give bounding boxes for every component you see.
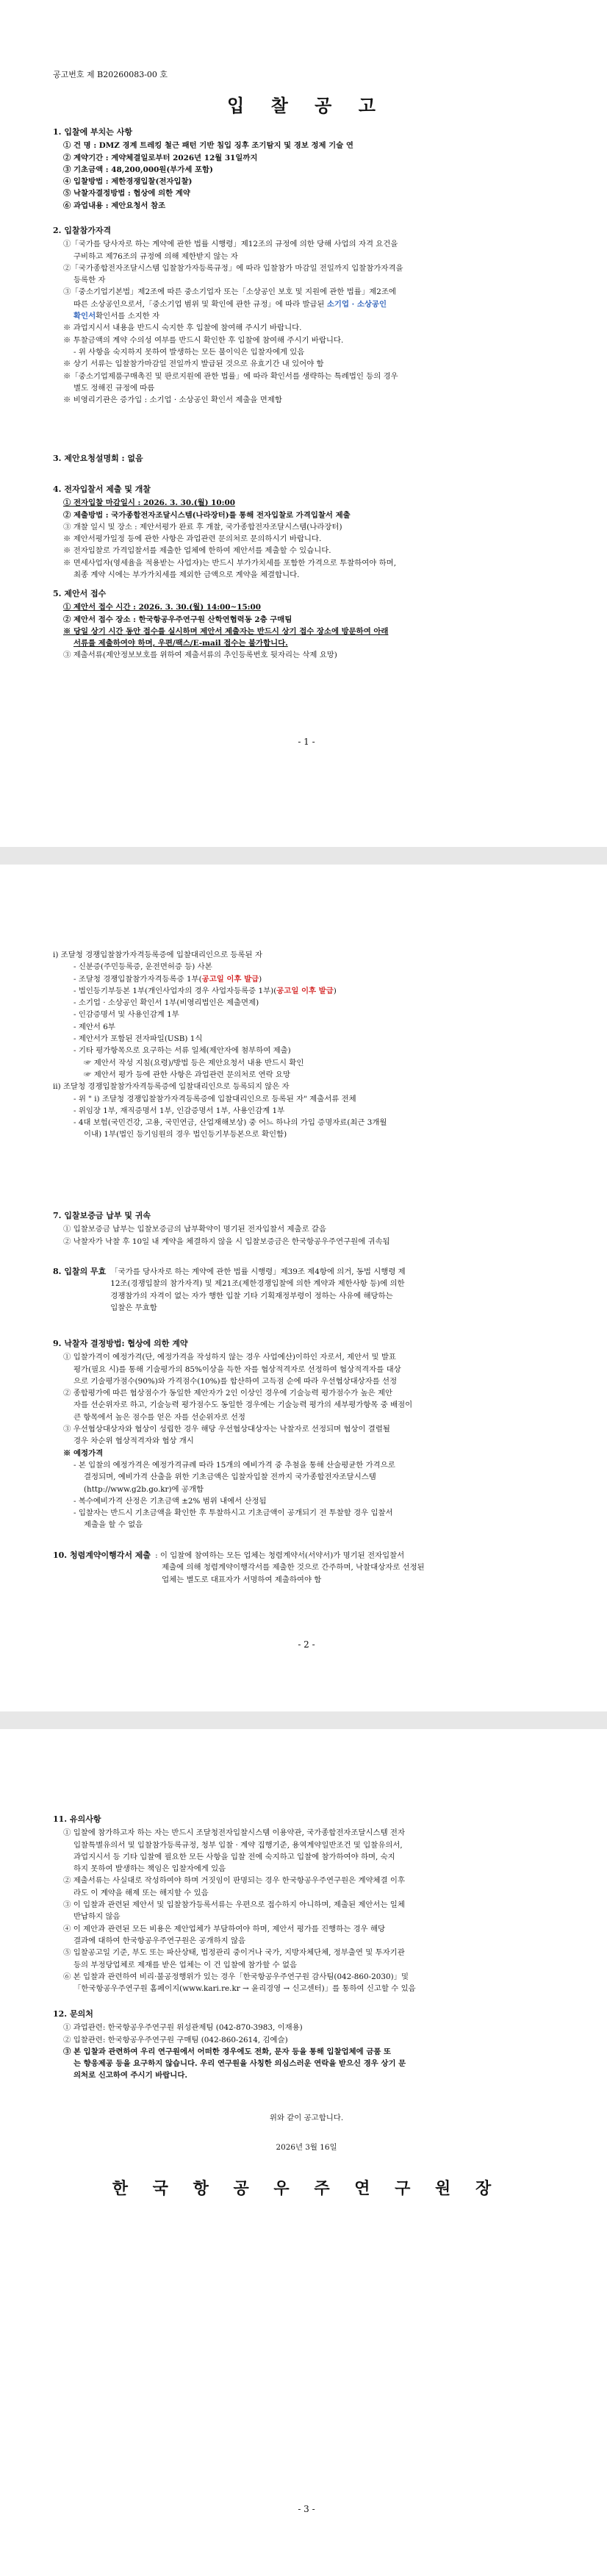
section-11	[53, 1814, 573, 1994]
text-line: 확인서확인서를 소지한 자	[73, 312, 160, 321]
text-line: 등의 부정당업체로 제재를 받은 업체는 이 건 입찰에 참가할 수 없음	[73, 1960, 298, 1969]
list-item: - 신분증(주민등록증, 운전면허증 등) 사본	[73, 962, 212, 972]
text-line: ② 제출서류는 사실대로 작성하여야 하며 거짓임이 판명되는 경우 한국항공우주연구원은 계약체결 이후	[63, 1876, 405, 1886]
item-receipt-time: ① 제안서 접수 시간 : 2026. 3. 30.(월) 14:00~15:00	[63, 603, 261, 612]
text-line: 「한국항공우주연구원 홈페이지(www.kari.re.kr → 윤리경영 → 신고센터)」를 통하여 신고할 수 있음	[73, 1984, 416, 1994]
text-line: 결과에 대하여 한국항공우주연구원은 공개하지 않음	[73, 1936, 246, 1945]
page-2	[0, 865, 607, 1711]
text-line: 제출에 의해 청렴계약이행각서를 제출한 것으로 간주하며, 낙찰대상자로 선정된	[162, 1563, 425, 1573]
item-decision: ⑤ 낙찰자결정방법 : 협상에 의한 계약	[63, 189, 190, 198]
list-item: - 인감증명서 및 사용인감계 1부	[73, 1010, 179, 1020]
text-line: 입찰특별유의서 및 입찰참가등록규정, 청부 입찰 · 계약 집행기준, 용역계약일반조건 및 입찰유의서,	[73, 1840, 403, 1850]
list-item: - 법인등기부등본 1부(개인사업자의 경우 사업자등록증 1부)(공고일 이후 발급)	[73, 986, 337, 995]
page-number: - 1 -	[298, 737, 315, 747]
page-3	[0, 1729, 607, 2576]
note-line: ※ 투찰금액의 계약 수의성 여부를 반드시 확인한 후 입찰에 참여해 주시기 바랍니다.	[63, 335, 344, 345]
notice-number: 공고번호 제 B20260083-00 호	[53, 70, 168, 79]
highlight-small-business: 소기업 · 소상공인	[326, 299, 387, 309]
notice-date: 2026년 3월 16일	[276, 2143, 337, 2152]
section-heading: 4. 전자입찰서 제출 및 개찰	[53, 484, 151, 494]
text-line: 으로 기술평가점수(90%)와 가격점수(10%)를 합산하여 고득점 순에 따라 우선협상대상자를 선정	[73, 1376, 398, 1386]
list-heading: ⅰ) 조달청 경쟁입찰참가자격등록증에 입찰대리인으로 등록된 자	[53, 951, 262, 959]
contact-bid: ② 입찰관련: 한국항공우주연구원 구매팀 (042-860-2614, 김예슬)	[63, 2035, 288, 2044]
text-line: 입찰은 무효함	[110, 1303, 157, 1312]
section-9	[53, 1338, 573, 1531]
note-line: - 본 입찰의 예정가격은 예정가격규례 따라 15개의 예비가격 중 추첨을 통해 산술평균한 가격으로	[73, 1460, 395, 1470]
note-line: ※ 전자입찰로 가격입찰서를 제출한 업체에 한하여 제안서를 제출할 수 있습니다.	[63, 546, 331, 556]
text-line: 경우 차순위 협상적격자와 협상 개시	[73, 1437, 194, 1446]
list-item: - 소기업 · 소상공인 확인서 1부(비영리법인은 제출면제)	[73, 998, 259, 1008]
highlight-certificate: 확인서	[73, 312, 96, 321]
item-deadline: ① 전자입찰 마감일시 : 2026. 3. 30.(월) 10:00	[63, 498, 235, 508]
section-heading: 11. 유의사항	[53, 1814, 101, 1824]
section-heading: 1. 입찰에 부치는 사항	[53, 127, 132, 137]
note-line: 제출을 할 수 없음	[84, 1520, 143, 1530]
warning-line: ※ 당일 상기 시간 동안 접수를 실시하며 제안서 제출자는 반드시 상기 접수 장소에 방문하여 아래	[63, 626, 389, 636]
note-line: ※ 상기 서류는 입찰참가마감일 전일까지 발급된 것으로 유효기간 내 있어야 함	[63, 359, 324, 369]
item-scope: ⑥ 과업내용 : 제안요청서 참조	[63, 201, 166, 210]
text-line: 구비하고 제76조의 규정에 의해 제한받지 않는 자	[73, 251, 238, 261]
text-line: ② 낙찰자가 낙찰 후 10일 내 계약을 체결하지 않을 시 입찰보증금은 한국항공우주연구원에 귀속됨	[63, 1237, 390, 1246]
note-line: ※ 비영리기관은 증가입 : 소기업 · 소상공인 확인서 제출을 면제함	[63, 396, 282, 405]
warning-line: 서류를 제출하여야 하며, 우편/팩스/E-mail 접수는 불가합니다.	[73, 639, 288, 648]
list-item: - 위 " ⅰ) 조달청 경쟁입찰참가자격등록증에 입찰대리인으로 등록된 자" 제출서류 전체	[73, 1094, 356, 1103]
section-8	[53, 1266, 573, 1314]
text-line: 등록한 자	[73, 276, 106, 285]
text-line: : 이 입찰에 참여하는 모든 업체는 청렴계약서(서약서)가 명기된 전자입찰서	[155, 1551, 405, 1560]
note-line: ※ 제안서평가일정 등에 관한 사항은 과업관련 문의처로 문의하시기 바랍니다.	[63, 534, 322, 544]
text-line: ① 입찰가격이 예정가격(단, 예정가격을 작성하지 않는 경우 사업예산)이하인 자로서, 제안서 및 발표	[63, 1353, 396, 1362]
highlight-issue-date: 공고일 이후 발급	[201, 974, 259, 984]
section-2	[53, 225, 573, 406]
text-line: ①「국가를 당사자로 하는 계약에 관한 법률 시행령」제12조의 규정에 의한 당해 사업의 자격 요건을	[63, 240, 398, 249]
page-1	[0, 0, 607, 847]
text-line: ③「중소기업기본법」제2조에 따른 중소기업자 또는「소상공인 보호 및 지원에 관한 법률」제2조에	[63, 287, 396, 297]
item-submit-method: ② 제출방법 : 국가종합전자조달시스템(나라장터)를 통해 전자입찰로 가격입찰서 제출	[63, 510, 351, 520]
section-heading: 5. 제안서 접수	[53, 589, 107, 598]
item-documents: ③ 제출서류(제안정보보호를 위하여 제출서류의 추인등록번호 뒷자리는 삭제 요망)	[63, 651, 337, 660]
text-line: ① 입찰보증금 납부는 입찰보증금의 납부확약이 명기된 전자입찰서 제출로 갈음	[63, 1225, 327, 1234]
text-line: 반납하지 않음	[73, 1912, 121, 1922]
list-item: - 기타 평가항목으로 요구하는 서류 일체(제안자에 첨부하여 제출)	[73, 1046, 291, 1056]
document-title: 입 찰 공 고	[227, 95, 386, 116]
text-line: 경쟁참가의 자격이 없는 자가 행한 입찰 기타 기획재정부령이 정하는 사유에 해당하는	[110, 1291, 393, 1300]
section-heading: 2. 입찰참가자격	[53, 226, 112, 235]
text-line: ⑤ 입찰공고일 기준, 부도 또는 파산상태, 법정관리 중이거나 국가, 지방자체단체, 정부출연 및 투자기관	[63, 1948, 405, 1958]
text-line: 하지 못하여 발생하는 책임은 입찰자에게 있음	[73, 1864, 226, 1874]
note-line: ※ 면세사업자(영세율을 적용받는 사업자)는 반드시 부가가치세를 포함한 가격으로 투찰하여야 하며,	[63, 558, 397, 568]
section-7	[53, 1210, 573, 1248]
list-item: 이내) 1부(법인 등기임원의 경우 법인등기부등본으로 확인함)	[84, 1130, 287, 1139]
closing-statement: 위와 같이 공고합니다.	[269, 2114, 344, 2122]
contact-task: ① 과업관련: 한국항공우주연구원 위성관제팀 (042-870-3983, 이재용)	[63, 2023, 303, 2033]
note-line: - 복수예비가격 산정은 기초금액 ±2% 범위 내에서 산정됨	[73, 1496, 267, 1506]
list-item: - 제안서가 포함된 전자파일(USB) 1식	[73, 1034, 203, 1044]
page-number: - 3 -	[298, 2504, 315, 2514]
document-list	[53, 949, 573, 1141]
text-line: 12조(경쟁입찰의 참가자격) 및 제21조(제한경쟁입찰에 의한 계약과 제한사항 등)에 의한	[110, 1279, 405, 1289]
text-line: ⑥ 본 입찰과 관련하여 비리·불공정행위가 있는 경우「한국항공우주연구원 감사팀(042-860-2030)」및	[63, 1972, 409, 1981]
warning-line: ③ 본 입찰과 관련하여 우리 연구원에서 어떠한 경우에도 전화, 문자 등을 통해 입찰업체에 금품 또	[63, 2047, 392, 2056]
list-subitem: ☞ 제안서 작성 지침(요령)/방법 등은 제안요청서 내용 반드시 확인	[84, 1058, 304, 1067]
section-heading: 10. 청렴계약이행각서 제출	[53, 1550, 151, 1560]
section-3	[53, 453, 573, 466]
text-line: ③ 이 입찰과 관련된 제안서 및 입찰참가등록서류는 우편으로 접수하지 아니하며, 제출된 제안서는 일체	[63, 1900, 405, 1910]
section-heading: 3. 제안요청설명회 : 없음	[53, 454, 143, 463]
item-opening: ③ 개찰 일시 및 장소 : 제안서평가 완료 후 개찰, 국가종합전자조달시스템(나라장터)	[63, 522, 342, 532]
list-heading: ⅱ) 조달청 경쟁입찰참가자격등록증에 입찰대리인으로 등록되지 않은 자	[53, 1082, 290, 1092]
text-line: ④ 이 제안과 관련된 모든 비용은 제안업체가 부담하여야 하며, 제안서 평가를 진행하는 경우 해당	[63, 1924, 386, 1933]
text-line: 큰 항목에서 높은 점수를 얻은 자를 선순위자로 선정	[73, 1412, 245, 1422]
note-line: 최종 계약 시에는 부가가치세를 제외한 금액으로 계약을 체결합니다.	[73, 570, 300, 580]
text-line: ① 입찰에 참가하고자 하는 자는 반드시 조달청전자입찰시스템 이용약관, 국가종합전자조달시스템 전자	[63, 1828, 405, 1838]
section-1	[53, 126, 573, 212]
list-item: - 4대 보험(국민건강, 고용, 국민연금, 산업재해보상) 중 어느 하나의 가입 증명자료(최근 3개월	[73, 1118, 387, 1128]
text-line: 라도 이 계약을 해제 또는 해지할 수 있음	[73, 1888, 209, 1897]
section-heading: 12. 문의처	[53, 2009, 93, 2019]
section-12	[53, 2008, 573, 2082]
warning-line: 의처로 신고하여 주시기 바랍니다.	[73, 2071, 187, 2081]
text-line: ② 종합평가에 따른 협상점수가 동일한 제안자가 2인 이상인 경우에 기술능력 평가점수가 높은 제안	[63, 1389, 393, 1398]
list-item: - 위임장 1부, 재직증명서 1부, 인감증명서 1부, 사용인감계 1부	[73, 1106, 285, 1115]
note-line: (http://www.g2b.go.kr)에 공개함	[84, 1484, 204, 1494]
item-title: ① 건 명 : DMZ 경계 트레킹 철근 패턴 기반 침입 징후 조기탐지 및 경보 정제 기술 연	[63, 141, 353, 151]
text-line: ②「국가종합전자조달시스템 입찰참가자등록규정」에 따라 입찰참가 마감일 전일까지 입찰참가자격을	[63, 263, 403, 273]
note-heading: ※ 예정가격	[63, 1448, 104, 1458]
note-line: ※ 과업지시서 내용을 반드시 숙지한 후 입찰에 참여해 주시기 바랍니다.	[63, 323, 302, 333]
section-heading: 8. 입찰의 무효	[53, 1267, 107, 1276]
note-line: 결정되며, 예비가격 산출을 위한 기초금액은 입찰자입찰 전까지 국가종합전자조달시스템	[84, 1473, 376, 1482]
text-line: 과업지시서 등 기타 입찰에 필요한 모든 사항을 입찰 전에 숙지하고 입찰에 참가하여야 하며, 숙지	[73, 1852, 395, 1861]
note-line: 별도 정해진 규정에 따름	[73, 383, 155, 393]
list-item: - 제안서 6부	[73, 1022, 115, 1031]
section-4	[53, 484, 573, 581]
list-subitem: ☞ 제안서 평가 등에 관한 사항은 과업관련 문의처로 연락 요망	[84, 1070, 291, 1079]
page-number: - 2 -	[298, 1639, 315, 1650]
warning-line: 는 향응제공 등을 요구하지 않습니다. 우리 연구원을 사칭한 의심스러운 연락을 받으신 경우 상기 문	[73, 2059, 406, 2069]
issuing-organization: 한 국 항 공 우 주 연 구 원 장	[112, 2179, 501, 2198]
text-line: 따른 소상공인으로서,「중소기업 범위 및 확인에 관한 규정」에 따라 발급된 소기업 · 소상공인	[73, 299, 387, 309]
text-line: 업체는 별도로 대표자가 서명하여 제출하여야 함	[162, 1575, 322, 1584]
section-heading: 7. 입찰보증금 납부 및 귀속	[53, 1211, 151, 1220]
item-amount: ③ 기초금액 : 48,200,000원(부가세 포함)	[63, 165, 213, 174]
text-line: 자를 선순위자로 하고, 기술능력 평가점수도 동일한 경우에는 기술능력 평가의 세부평가항목 중 배점이	[73, 1400, 413, 1410]
text-line: 평가(필요 시)를 통해 기술평가의 85%이상을 득한 자를 협상적격자로 선정하여 협상적격자를 대상	[73, 1364, 401, 1374]
text-line: 「국가를 당사자로 하는 계약에 관한 법률 시행령」제39조 제4항에 의거, 동법 시행령 제	[110, 1267, 406, 1276]
section-heading: 9. 낙찰자 결정방법: 협상에 의한 계약	[53, 1339, 188, 1348]
note-line: ※「중소기업제품구매촉진 및 판로지원에 관한 법률」에 따라 확인서를 생략하는 특례법인 등의 경우	[63, 371, 398, 381]
section-10	[53, 1550, 573, 1586]
highlight-issue-date: 공고일 이후 발급	[276, 986, 334, 995]
note-line: - 위 사항을 숙지하지 못하여 발생하는 모든 불이익은 입찰자에게 있음	[73, 347, 305, 357]
list-item: - 조달청 경쟁입찰참가자격등록증 1부(공고일 이후 발급)	[73, 974, 262, 984]
item-receipt-place: ② 제안서 접수 장소 : 한국항공우주연구원 산학연협력동 2층 구매팀	[63, 615, 292, 624]
section-5	[53, 588, 573, 662]
item-period: ② 계약기간 : 계약체결일로부터 2026년 12월 31일까지	[63, 153, 258, 162]
item-method: ④ 입찰방법 : 제한경쟁입찰(전자입찰)	[63, 177, 193, 187]
note-line: - 입찰자는 반드시 기초금액을 확인한 후 투찰하시고 기초금액이 공개되기 전 투찰할 경우 입찰서	[73, 1509, 393, 1518]
text-line: ③ 우선협상대상자와 협상이 성립한 경우 해당 우선협상대상자는 낙찰자로 선정되며 협상이 결렬될	[63, 1425, 390, 1434]
